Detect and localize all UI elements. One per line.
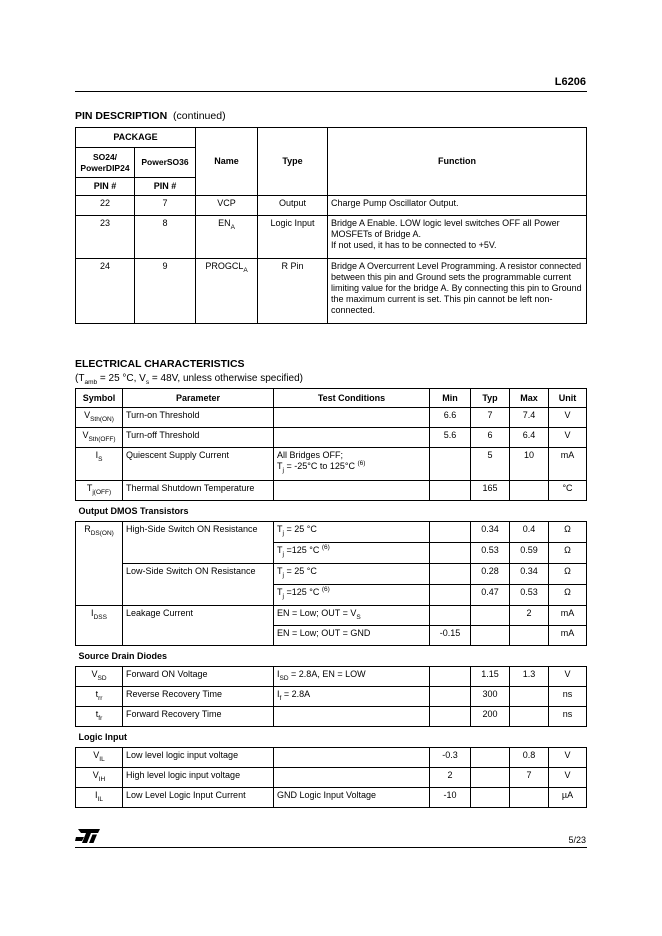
- page-number: 5/23: [568, 835, 586, 845]
- table-row: $T_{j(OFF)}$ Thermal Shutdown Temperature 165 °C: [76, 481, 587, 501]
- table-row: $I_{DSS}$ Leakage Current EN = Low; OUT = $V_S$ 2 mA: [76, 606, 587, 626]
- symbol-header: Symbol: [76, 389, 123, 408]
- parameter-header: Parameter: [123, 389, 274, 408]
- table-row: 23 8 $EN_A$ Logic Input Bridge A Enable. LOW logic level switches OFF all Power MOSFETs of Bridge A. If not used, it has to be connected to +5V.: [76, 216, 587, 259]
- table-row: $I_{IL}$ Low Level Logic Input Current GND Logic Input Voltage -10 µA: [76, 788, 587, 808]
- pin-no-header: PIN #: [135, 178, 196, 196]
- footer-rule: [75, 847, 587, 848]
- table-row: $R_{DS(ON)}$ High-Side Switch ON Resistance $T_j = 25$ °C 0.34 0.4 Ω: [76, 522, 587, 543]
- header-rule: [75, 91, 587, 92]
- electrical-title: ELECTRICAL CHARACTERISTICS: [75, 358, 245, 370]
- section-heading: Output DMOS Transistors: [78, 506, 189, 516]
- typ-header: Typ: [471, 389, 510, 408]
- pin-description-table: [75, 127, 587, 324]
- section-heading: Logic Input: [78, 732, 127, 742]
- powerso36-header: PowerSO36: [135, 148, 196, 178]
- table-row: $I_S$ Quiescent Supply Current All Bridges OFF; $T_j = -25^\circ C$ to 125°C $^{(6)}$ 5 10 mA: [76, 448, 587, 481]
- table-row: $V_{IH}$ High level logic input voltage 2 7 V: [76, 768, 587, 788]
- st-logo-icon: [75, 828, 101, 849]
- unit-header: Unit: [549, 389, 587, 408]
- table-row: Low-Side Switch ON Resistance $T_j = 25$ °C 0.28 0.34 Ω: [76, 564, 587, 585]
- table-row: $V_{Sth(OFF)}$ Turn-off Threshold 5.6 6 6.4 V: [76, 428, 587, 448]
- name-header: Name: [196, 128, 258, 196]
- test-header: Test Conditions: [274, 389, 430, 408]
- section-heading: Source Drain Diodes: [78, 651, 168, 661]
- table-row: $T_j =125$ °C $^{(6)}$ 0.47 0.53 Ω: [76, 585, 587, 606]
- so24-header: SO24/ PowerDIP24: [76, 148, 135, 178]
- electrical-table: [75, 388, 587, 808]
- table-row: 24 9 $PROGCL_A$ R Pin Bridge A Overcurrent Level Programming. A resistor connected between this pin and Ground sets the programmable current limiting value for the bridge A. By connecting this pin to Ground the maximum current is set. This pin cannot be left non-connected.: [76, 259, 587, 324]
- pin-description-title: PIN DESCRIPTION (continued): [75, 110, 226, 122]
- table-row: $V_{IL}$ Low level logic input voltage -0.3 0.8 V: [76, 748, 587, 768]
- table-row: 22 7 VCP Output Charge Pump Oscillator Output.: [76, 196, 587, 216]
- max-header: Max: [510, 389, 549, 408]
- table-row: $V_{Sth(ON)}$ Turn-on Threshold 6.6 7 7.4 V: [76, 408, 587, 428]
- type-header: Type: [258, 128, 328, 196]
- function-header: Function: [328, 128, 587, 196]
- table-row: EN = Low; OUT = GND -0.15 mA: [76, 626, 587, 646]
- electrical-conditions: ($T_{amb} = 25$ °C, $V_s = 48V$, unless otherwise specified): [75, 373, 303, 386]
- part-number: L6206: [554, 76, 586, 88]
- package-header: PACKAGE: [76, 128, 196, 148]
- table-row: $t_{fr}$ Forward Recovery Time 200 ns: [76, 707, 587, 727]
- pin-no-header: PIN #: [76, 178, 135, 196]
- table-row: $V_{SD}$ Forward ON Voltage $I_{SD} = 2.8A$, EN = LOW 1.15 1.3 V: [76, 667, 587, 687]
- table-row: $t_{rr}$ Reverse Recovery Time $I_f = 2.8A$ 300 ns: [76, 687, 587, 707]
- table-row: $T_j =125$ °C $^{(6)}$ 0.53 0.59 Ω: [76, 543, 587, 564]
- min-header: Min: [430, 389, 471, 408]
